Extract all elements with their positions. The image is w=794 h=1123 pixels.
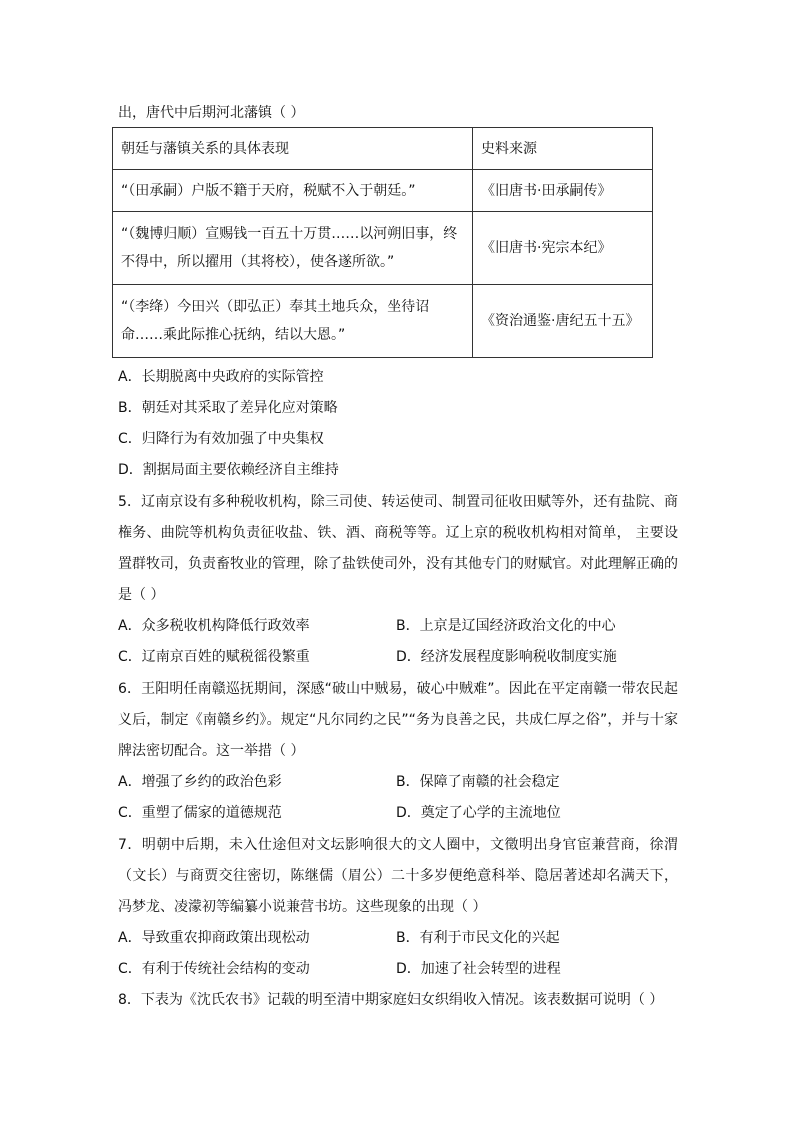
q6-option-b: B．保障了南赣的社会稳定 — [396, 774, 560, 790]
q6-option-a: A．增强了乡约的政治色彩 — [118, 774, 282, 790]
q5-option-d: D．经济发展程度影响税收制度实施 — [396, 649, 617, 665]
source-table — [112, 127, 653, 358]
q6-stem: 6．王阳明任南赣巡抚期间，深感“破山中贼易，破心中贼难”。因此在平定南赣一带农民起义后，制定《南赣乡约》。规定“凡尔同约之民”“务为良善之民，共成仁厚之俗”，并与十家牌法密切配合。这一举措（ ） — [118, 681, 678, 759]
q7-option-a: A．导致重农抑商政策出现松动 — [118, 930, 310, 946]
table-row — [113, 212, 653, 285]
q5-option-c: C．辽南京百姓的赋税徭役繁重 — [118, 649, 310, 665]
table-cell-text: “（田承嗣）户版不籍于天府，税赋不入于朝廷。” — [113, 170, 473, 212]
q5-stem: 5．辽南京设有多种税收机构，除三司使、转运使司、制置司征收田赋等外，还有盐院、商権务、曲院等机构负责征收盐、铁、酒、商税等等。辽上京的税收机构相对简单， 主要设置群牧司，负责畜牧业的管理，除了盐铁使司外，没有其他专门的财赋官。对此理解正确的是（ ） — [118, 494, 678, 603]
q4-stem-tail: 出，唐代中后期河北藩镇（ ） — [118, 105, 305, 121]
q4-option-c: C．归降行为有效加强了中央集权 — [118, 431, 324, 447]
q7-option-b: B．有利于市民文化的兴起 — [396, 930, 560, 946]
q5-option-a: A．众多税收机构降低行政效率 — [118, 618, 310, 634]
q8-stem: 8．下表为《沈氏农书》记载的明至清中期家庭妇女织绢收入情况。该表数据可说明（ ） — [118, 992, 664, 1008]
table-cell-source: 《资治通鉴·唐纪五十五》 — [473, 285, 653, 358]
table-cell-source: 《旧唐书·宪宗本纪》 — [473, 212, 653, 285]
table-row — [113, 170, 653, 212]
table-header-row — [113, 128, 653, 170]
q4-option-b: B．朝廷对其采取了差异化应对策略 — [118, 400, 338, 416]
q6-option-d: D．奠定了心学的主流地位 — [396, 805, 561, 821]
q7-option-d: D．加速了社会转型的进程 — [396, 961, 561, 977]
q4-option-d: D．割据局面主要依赖经济自主维持 — [118, 462, 339, 478]
table-cell-source: 《旧唐书·田承嗣传》 — [473, 170, 653, 212]
q7-option-c: C．有利于传统社会结构的变动 — [118, 961, 310, 977]
table-header-cell: 朝廷与藩镇关系的具体表现 — [113, 128, 473, 170]
q5-option-b: B．上京是辽国经济政治文化的中心 — [396, 618, 616, 634]
table-row — [113, 285, 653, 358]
table-cell-text: “（魏博归顺）宣赐钱一百五十万贯……以河朔旧事，终不得中，所以擢用（其将校），使各遂所欲。” — [113, 212, 473, 285]
q4-option-a: A．长期脱离中央政府的实际管控 — [118, 369, 324, 385]
q7-stem: 7．明朝中后期，未入仕途但对文坛影响很大的文人圈中，文徵明出身官宦兼营商，徐渭（文长）与商贾交往密切，陈继儒（眉公）二十多岁便绝意科举、隐居著述却名满天下， 冯梦龙、凌濛初等编纂小说兼营书坊。这些现象的出现（ ） — [118, 837, 678, 915]
table-cell-text: “（李绛）今田兴（即弘正）奉其土地兵众，坐待诏命……乘此际推心抚纳，结以大恩。” — [113, 285, 473, 358]
table-header-cell: 史料来源 — [473, 128, 653, 170]
q6-option-c: C．重塑了儒家的道德规范 — [118, 805, 282, 821]
